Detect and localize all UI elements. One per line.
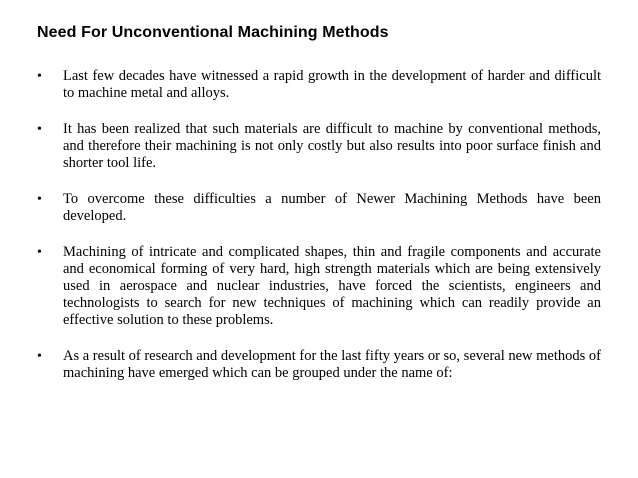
bullet-item <box>37 68 601 102</box>
bullet-item <box>37 121 601 172</box>
bullet-dot-icon: • <box>37 122 42 137</box>
bullet-text: To overcome these difficulties a number of Newer Machining Methods have been developed. <box>63 191 601 224</box>
bullet-text: Last few decades have witnessed a rapid growth in the development of harder and difficult to machine metal and alloys. <box>63 68 601 101</box>
bullet-item <box>37 244 601 329</box>
slide-title: Need For Unconventional Machining Methods <box>37 24 389 41</box>
bullet-text: It has been realized that such materials are difficult to machine by conventional methods, and therefore their machining is not only costly but also results into poor surface finish and shorter tool life. <box>63 121 601 171</box>
bullet-item <box>37 348 601 382</box>
bullet-text: Machining of intricate and complicated shapes, thin and fragile components and accurate and economical forming of very hard, high strength materials which are being extensively used in aerospace and nuclear industries, have forced the scientists, engineers and technologists to search for new techniques of machining which can readily provide an effective solution to these problems. <box>63 244 601 328</box>
bullet-list <box>37 68 601 400</box>
bullet-item <box>37 191 601 225</box>
bullet-dot-icon: • <box>37 192 42 207</box>
bullet-dot-icon: • <box>37 245 42 260</box>
bullet-dot-icon: • <box>37 69 42 84</box>
bullet-text: As a result of research and development for the last fifty years or so, several new methods of machining have emerged which can be grouped under the name of: <box>63 348 601 381</box>
bullet-dot-icon: • <box>37 349 42 364</box>
